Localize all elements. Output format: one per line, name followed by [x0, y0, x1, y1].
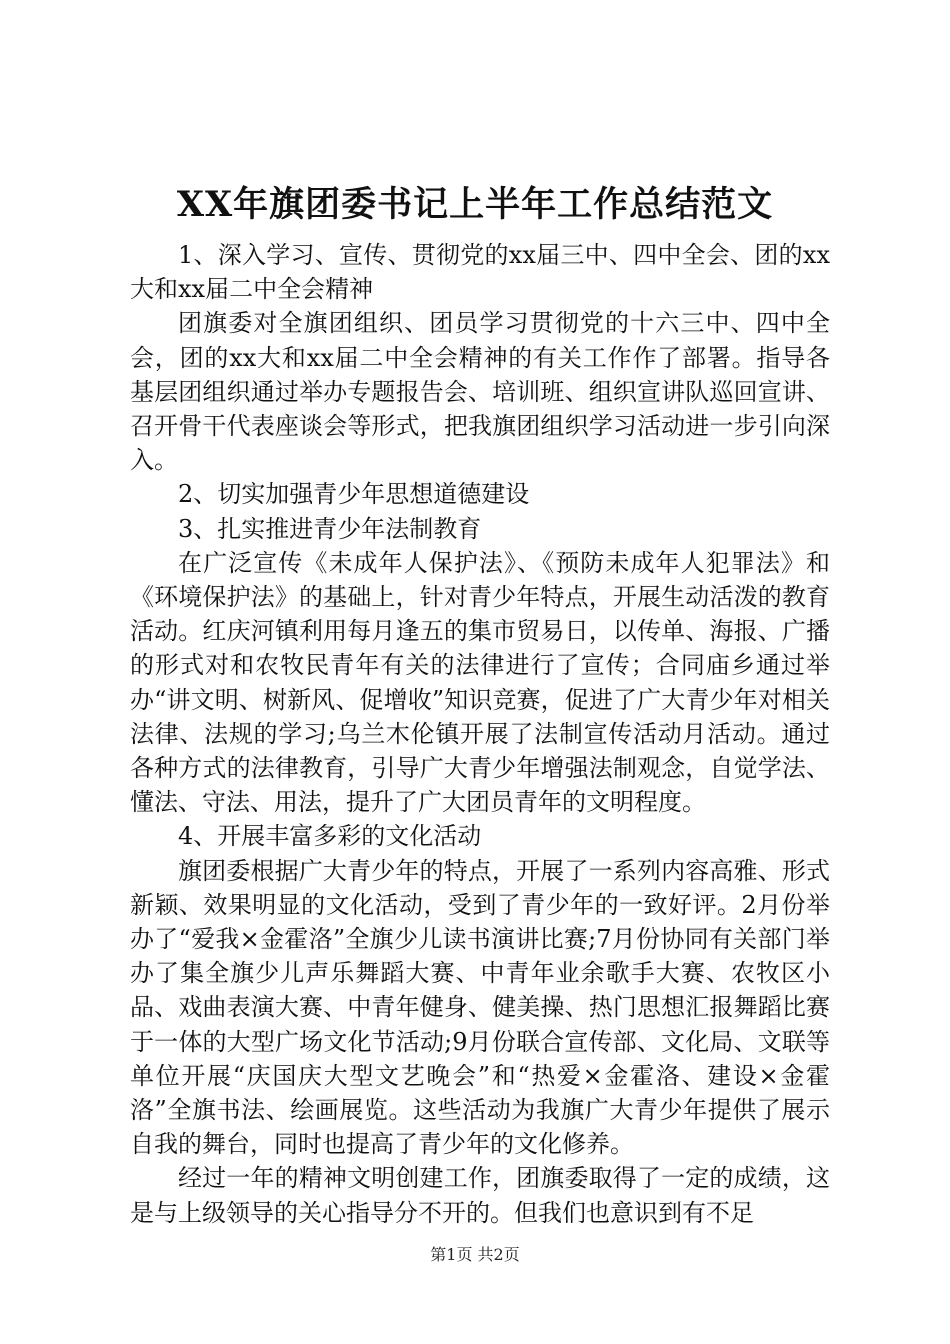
document-body — [130, 238, 830, 1230]
heading-1: 1、深入学习、宣传、贯彻党的xx届三中、四中全会、团的xx大和xx届二中全会精神 — [130, 241, 830, 304]
paragraph: 旗团委根据广大青少年的特点，开展了一系列内容高雅、形式新颖、效果明显的文化活动，受到了青少年的一致好评。2月份举办了“爱我×金霍洛”全旗少儿读书演讲比赛;7月份协同有关部门举办了集全旗少儿声乐舞蹈大赛、中青年业余歌手大赛、农牧区小品、戏曲表演大赛、中青年健身、健美操、热门思想汇报舞蹈比赛于一体的大型广场文化节活动;9月份联合宣传部、文化局、文联等单位开展“庆国庆大型文艺晚会”和“热爱×金霍洛、建设×金霍洛”全旗书法、绘画展览。这些活动为我旗广大青少年提供了展示自我的舞台，同时也提高了青少年的文化修养。 — [130, 856, 830, 1159]
heading-4: 4、开展丰富多彩的文化活动 — [178, 822, 482, 851]
heading-2: 2、切实加强青少年思想道德建设 — [178, 480, 530, 509]
paragraph: 经过一年的精神文明创建工作，团旗委取得了一定的成绩，这是与上级领导的关心指导分不开的。但我们也意识到有不足 — [130, 1164, 830, 1227]
paragraph: 在广泛宣传《未成年人保护法》、《预防未成年人犯罪法》和《环境保护法》的基础上，针对青少年特点，开展生动活泼的教育活动。红庆河镇利用每月逢五的集市贸易日，以传单、海报、广播的形式对和农牧民青年有关的法律进行了宣传；合同庙乡通过举办“讲文明、树新风、促增收”知识竞赛，促进了广大青少年对相关法律、法规的学习;乌兰木伦镇开展了法制宣传活动月活动。通过各种方式的法律教育，引导广大青少年增强法制观念，自觉学法、懂法、守法、用法，提升了广大团员青年的文明程度。 — [130, 548, 830, 817]
paragraph: 团旗委对全旗团组织、团员学习贯彻党的十六三中、四中全会，团的xx大和xx届二中全会精神的有关工作作了部署。指导各基层团组织通过举办专题报告会、培训班、组织宣讲队巡回宣讲、召开骨干代表座谈会等形式，把我旗团组织学习活动进一步引向深入。 — [130, 309, 830, 475]
page-footer: 第1页 共2页 — [430, 1245, 520, 1264]
document-title: XX年旗团委书记上半年工作总结范文 — [176, 184, 774, 225]
heading-3: 3、扎实推进青少年法制教育 — [178, 514, 482, 543]
